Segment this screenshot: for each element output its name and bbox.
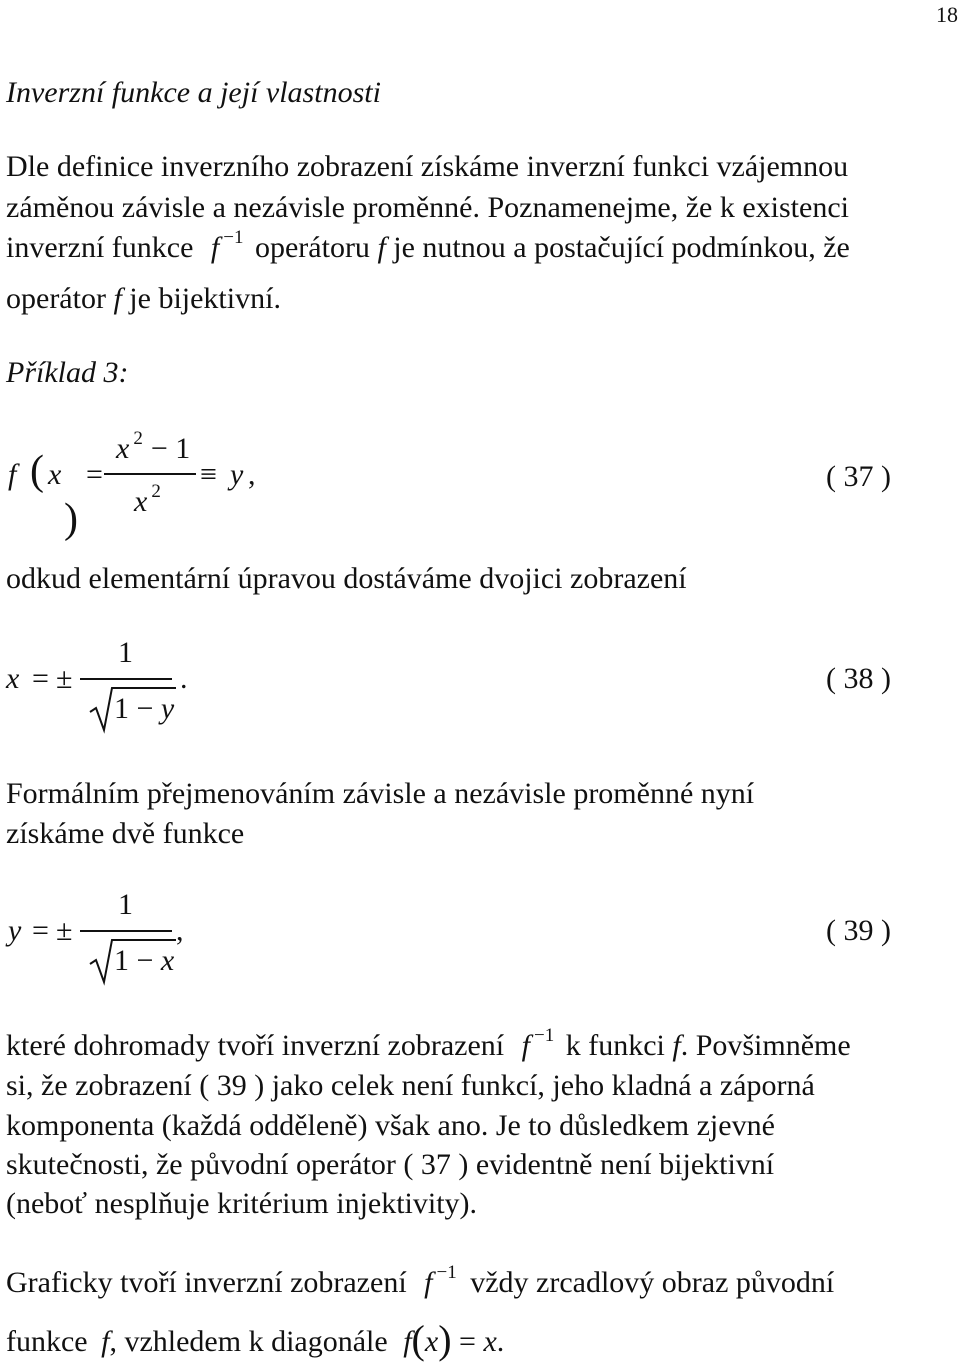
paragraph3-line1 [6,1025,851,1063]
eq39-equals: = [32,914,49,947]
eq37-den-x: x [134,485,148,518]
text-span: které dohromady tvoří inverzní zobrazení [6,1029,505,1062]
eq38-rad-minus: − [136,692,154,725]
paragraph1-line1: Dle definice inverzního zobrazení získáme inverzní funkci vzájemnou [6,150,849,183]
paragraph1-line2: záměnou závisle a nezávisle proměnné. Poznamenejme, že k existenci [6,191,849,224]
math-x: x [424,1325,439,1358]
math-x: x [483,1325,497,1358]
eq37-paren-close: ) [64,496,78,542]
eq39-radicand [114,944,174,978]
eq37-fraction-bar [104,473,196,475]
math-f: f [113,282,122,315]
eq37-comma: , [248,458,256,491]
eq39-number: ( 39 ) [826,914,891,947]
text-span: k funkci [565,1029,665,1062]
text-span: , vzhledem k diagonále [109,1325,388,1358]
math-f: f [210,231,220,264]
text-span: operátor [6,282,106,315]
text-span: funkce [6,1325,88,1358]
math-exponent: −1 [223,227,244,248]
math-f: f [101,1325,110,1358]
eq38-plusminus: ± [56,662,73,695]
eq39-lhs: y [8,914,22,947]
eq39-comma: , [176,914,184,947]
eq38-rad-one: 1 [114,692,129,725]
eq37-numerator [116,428,191,466]
paren-close: ) [438,1317,452,1362]
math-exponent: −1 [533,1025,555,1046]
paragraph4-line1 [6,1262,835,1300]
text-span: . [496,1325,505,1358]
text-span: inverzní funkce [6,231,194,264]
math-f: f [521,1029,530,1062]
text-span: je bijektivní. [129,282,281,315]
paragraph3-line5: (neboť nesplňuje kritérium injektivity). [6,1187,478,1220]
paragraph3-line3: komponenta (každá odděleně) však ano. Je to důsledkem zjevné [6,1109,775,1142]
paragraph1-line3 [6,227,850,265]
eq37-x: x [48,458,62,491]
section-title: Inverzní funkce a její vlastnosti [6,76,381,109]
paragraph3-line4: skutečnosti, že původní operátor ( 37 ) evidentně není bijektivní [6,1148,775,1181]
paren-open: ( [411,1317,425,1362]
text-span: Graficky tvoří inverzní zobrazení [6,1266,407,1299]
text-span: je nutnou a postačující podmínkou, že [393,231,850,264]
eq37-f: f [8,458,17,491]
math-f: f [403,1325,412,1358]
math-equals: = [459,1325,476,1358]
eq37-y: y [230,458,244,491]
math-f: f [672,1029,681,1062]
eq37-denominator [134,481,161,519]
eq38-period: . [180,662,188,695]
eq38-equals: = [32,662,49,695]
eq39-rad-var: x [160,944,175,977]
eq37-paren-open: ( [30,448,44,494]
eq39-rad-one: 1 [114,944,129,977]
paragraph3-line2: si, že zobrazení ( 39 ) jako celek není funkcí, jeho kladná a záporná [6,1069,815,1102]
paragraph2-line1: Formálním přejmenováním závisle a nezávisle proměnné nyní [6,777,755,810]
eq37-num-rest: − 1 [150,432,191,465]
eq38-fraction-bar [80,678,172,680]
paragraph4-line2 [6,1314,504,1361]
eq39-plusminus: ± [56,914,73,947]
math-f: f [377,231,386,264]
eq37-num-exp: 2 [133,428,143,449]
math-f: f [424,1266,433,1299]
eq38-lhs: x [6,662,20,695]
eq39-fraction-bar [80,930,172,932]
eq37-num-x: x [116,432,130,465]
math-exponent: −1 [436,1262,457,1283]
text-span: vždy zrcadlový obraz původní [470,1266,835,1299]
eq38-numerator: 1 [118,636,133,669]
text-span: . Povšimněme [680,1029,851,1062]
eq37-equals: = [86,458,103,491]
eq37-equiv: ≡ [200,458,217,491]
eq38-rad-var: y [160,692,175,725]
text-span: operátoru [254,231,370,264]
eq39-rad-minus: − [136,944,154,977]
eq38-radicand [114,692,174,726]
text-odkud: odkud elementární úpravou dostáváme dvojici zobrazení [6,562,687,595]
eq37-den-exp: 2 [151,481,161,502]
eq37-number: ( 37 ) [826,460,891,493]
example-heading: Příklad 3: [6,356,129,389]
paragraph1-line4 [6,282,281,316]
page-number: 18 [936,2,958,27]
paragraph2-line2: získáme dvě funkce [6,817,245,850]
eq38-number: ( 38 ) [826,662,891,695]
eq39-numerator: 1 [118,888,133,921]
